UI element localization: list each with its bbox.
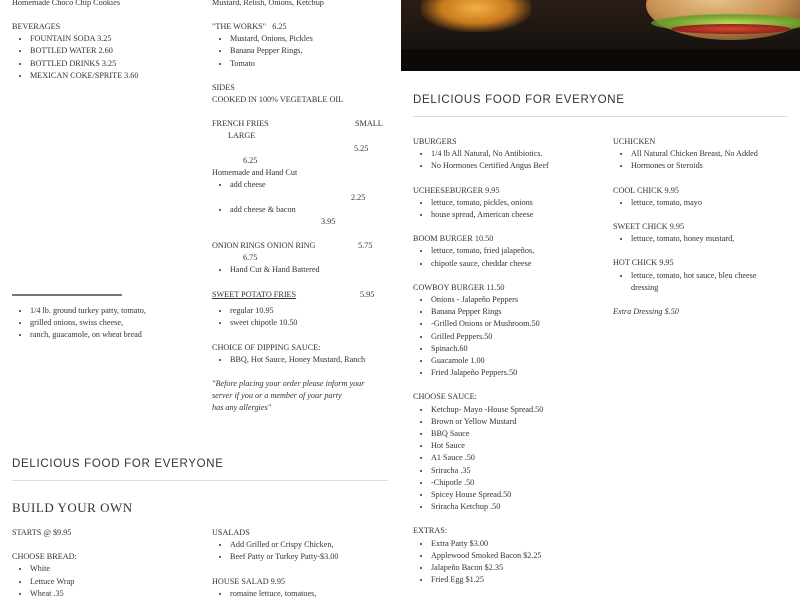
section-title: SIDES [212, 83, 235, 92]
section-title: USALADS [212, 528, 250, 537]
fries-desc: Homemade and Hand Cut [212, 168, 298, 177]
list-item: • Ketchup- Mayo -House Spread.50 [431, 404, 549, 416]
add-cheese-price: 2.25 [351, 193, 366, 202]
fries-large-price: 6.25 [243, 156, 258, 165]
section-title: UBURGERS [413, 137, 457, 146]
list-item: • Banana Pepper Rings, [230, 45, 313, 57]
onion-price-b: 6.75 [243, 253, 258, 262]
sweet-potato-list [212, 305, 298, 329]
divider [12, 480, 388, 481]
list-item: • White [30, 563, 77, 575]
section-heading: DELICIOUS FOOD FOR EVERYONE [413, 94, 625, 106]
list-item: • lettuce, tomato, pickles, onions [431, 197, 549, 209]
list-item: • BOTTLED DRINKS 3.25 [30, 58, 139, 70]
onion-price-a: 5.75 [358, 241, 373, 250]
list-item: • Fried Egg $1.25 [431, 574, 549, 586]
list-item: • Beef Patty or Turkey Patty-$3.00 [230, 551, 338, 563]
fries-addon-cheese [212, 179, 266, 191]
build-your-own-section [12, 527, 77, 600]
section-title: EXTRAS: [413, 526, 448, 536]
list-item: • romaine lettuce, tomatoes, [230, 588, 338, 600]
cut-off-text [12, 294, 122, 296]
list-item: • 1/4 lb. ground turkey patty, tomato, [30, 305, 146, 317]
divider [413, 116, 788, 117]
list-item: • chipotle sauce, cheddar cheese [431, 258, 549, 270]
list-item: • Applewood Smoked Bacon $2.25 [431, 550, 549, 562]
item-title: SWEET CHICK 9.95 [613, 222, 685, 232]
list-item: • BBQ Sauce [431, 428, 549, 440]
the-works-section [212, 21, 313, 70]
list-item: • Tomato [230, 58, 313, 70]
list-item: • house spread, American cheese [431, 209, 549, 221]
list-item: dressing [631, 282, 659, 292]
dipping-sauce-section [212, 342, 365, 366]
list-item: • Lettuce Wrap [30, 576, 77, 588]
list-item: • add cheese & bacon [230, 204, 296, 216]
beverages-list [12, 33, 139, 82]
list-item: • FOUNTAIN SODA 3.25 [30, 33, 139, 45]
list-item: • Add Grilled or Crispy Chicken, [230, 539, 338, 551]
list-item: • BOTTLED WATER 2.60 [30, 45, 139, 57]
list-item: • Hand Cut & Hand Battered [230, 264, 320, 276]
sides-section [212, 82, 343, 106]
build-your-own-title: BUILD YOUR OWN [12, 500, 133, 515]
list-item: • Spicey House Spread.50 [431, 489, 549, 501]
price: 6.25 [272, 22, 287, 31]
section-title: CHOOSE BREAD: [12, 552, 77, 562]
list-item: • Spinach.60 [431, 343, 549, 355]
house-salad-list [212, 588, 338, 600]
list-item: • lettuce, tomato, mayo [631, 197, 758, 209]
list-item: • Grilled Peppers.50 [431, 331, 549, 343]
list-item: • Jalapeño Bacon $2.35 [431, 562, 549, 574]
list-item: • lettuce, tomato, honey mustard, [631, 233, 758, 245]
french-fries-title: FRENCH FRIES [212, 119, 269, 128]
section-title: "THE WORKS" 6.25 [212, 22, 287, 31]
table-shadow [401, 49, 800, 71]
item-title: COWBOY BURGER 11.50 [413, 282, 505, 292]
list-item: • Extra Patty $3.00 [431, 538, 549, 550]
sweet-potato-title: SWEET POTATO FRIES [212, 290, 297, 299]
list-item: • ranch, guacamole, on wheat bread [30, 329, 146, 341]
item-title: UCHEESEBURGER 9.95 [413, 185, 500, 195]
item-title: BOOM BURGER 10.50 [413, 234, 494, 244]
list-item: • regular 10.95 [230, 305, 298, 317]
cut-off-turkey-title [12, 291, 202, 297]
list-item: • All Natural Chicken Breast, No Added [631, 148, 758, 160]
item-title: HOT CHICK 9.95 [613, 258, 674, 268]
item-title: COOL CHICK 9.95 [613, 185, 679, 195]
sweet-potato-price: 5.95 [360, 290, 375, 299]
list-item: • -Grilled Onions or Mushroom.50 [431, 318, 549, 330]
list-item: • BBQ, Hot Sauce, Honey Mustard, Ranch [230, 354, 365, 366]
section-heading: DELICIOUS FOOD FOR EVERYONE [12, 458, 224, 470]
section-subtitle: COOKED IN 100% VEGETABLE OIL [212, 95, 344, 105]
list-item: • Hormones or Steroids [631, 160, 758, 172]
turkey-list [12, 305, 146, 342]
list-item: • Sriracha Ketchup .50 [431, 501, 549, 513]
fries-large-label: LARGE [228, 131, 256, 140]
turkey-burger-section [12, 305, 146, 342]
list-item: • grilled onions, swiss cheese, [30, 317, 146, 329]
works-list [212, 33, 313, 70]
list-item: • No Hormones Certified Angus Beef [431, 160, 549, 172]
extra-dressing-note: Extra Dressing $.50 [613, 307, 679, 317]
list-item: • Hot Sauce [431, 440, 549, 452]
list-item: • sweet chipotle 10.50 [230, 317, 298, 329]
list-item: • 1/4 lb All Natural, No Antibiotics. [431, 148, 549, 160]
section-title: BEVERAGES [12, 22, 61, 31]
uburgers-column [413, 136, 549, 587]
list-item: • Sriracha .35 [431, 465, 549, 477]
section-title: CHOICE OF DIPPING SAUCE: [212, 343, 321, 352]
tomato-image [671, 24, 791, 34]
list-item: • Banana Pepper Rings [431, 306, 549, 318]
list-item: • add cheese [230, 179, 266, 191]
uchicken-column [613, 136, 758, 318]
list-item: • Brown or Yellow Mustard [431, 416, 549, 428]
choco-chip-item: Homemade Choco Chip Cookies [12, 0, 121, 7]
onion-rings-list [212, 264, 320, 276]
starts-price: STARTS @ $9.95 [12, 528, 72, 537]
allergy-note: "Before placing your order please inform your server if you or a member of your party has any allergies" [212, 379, 365, 413]
condiments-line: Mustard, Relish, Onions, Ketchup [212, 0, 324, 7]
add-bacon-price: 3.95 [321, 217, 336, 226]
bread-list [12, 563, 77, 600]
section-title: CHOOSE SAUCE: [413, 392, 477, 402]
fries-addon-bacon [212, 204, 296, 216]
list-item: • Onions - Jalapeño Peppers [431, 294, 549, 306]
list-item: • MEXICAN COKE/SPRITE 3.60 [30, 70, 139, 82]
section-title: UCHICKEN [613, 137, 656, 146]
fries-image [421, 0, 531, 32]
list-item: • -Chipotle .50 [431, 477, 549, 489]
list-item: • Guacamole 1.00 [431, 355, 549, 367]
beverages-section [12, 21, 139, 82]
fries-small-label: SMALL [355, 119, 383, 128]
fries-small-price: 5.25 [354, 144, 369, 153]
usalads-section [212, 527, 338, 600]
usalads-list [212, 539, 338, 563]
onion-rings-title: ONION RINGS ONION RING [212, 241, 316, 250]
list-item: • lettuce, tomato, hot sauce, bleu cheese [631, 270, 758, 282]
list-item: • Wheat .35 [30, 588, 77, 600]
food-photo [401, 0, 800, 71]
list-item: • Mustard, Onions, Pickles [230, 33, 313, 45]
list-item: • Fried Jalapeño Peppers.50 [431, 367, 549, 379]
list-item: • A1 Sauce .50 [431, 452, 549, 464]
list-item: • lettuce, tomato, fried jalapeños, [431, 245, 549, 257]
section-title: HOUSE SALAD 9.95 [212, 576, 286, 586]
